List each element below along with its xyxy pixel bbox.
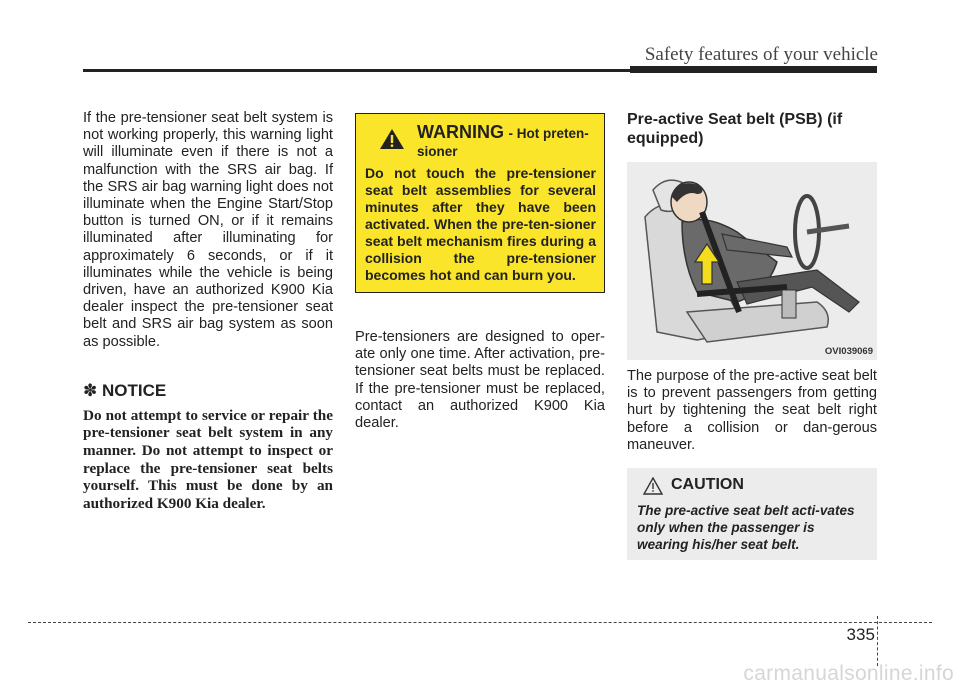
page-number: 35: [856, 625, 875, 644]
caution-body: The pre-active seat belt acti-vates only when the passenger is wearing his/her seat belt.: [637, 503, 855, 553]
column-middle: [355, 110, 605, 432]
pretensioner-warning-paragraph: If the pre-tensioner seat belt system is not working properly, this warning light will illuminate even if there is not a malfunction with the SRS air bag. If the SRS air bag warning light does not illuminate when the Engine Start/Stop button is turned ON, or if it remains illuminated after illuminating for approximately 6 seconds, or if it illuminates while the vehicle is being driven, have an authorized K900 Kia dealer inspect the pre-tensioner seat belt and SRS air bag system as soon as possible.: [83, 110, 333, 350]
pretensioner-usage-paragraph: Pre-tensioners are designed to oper-ate only one time. After activation, pre-tensioner seat belts must be replaced. If the pre-tensioner must be replaced, contact an authorized K900 Kia dealer.: [355, 329, 605, 432]
page-number-divider: [877, 616, 878, 666]
warning-subtitle: - Hot preten-sioner: [417, 126, 589, 159]
pre-active-seatbelt-paragraph: The purpose of the pre-active seat belt is to prevent passengers from getting hurt by tightening the seat belt right before a collision or dan-gerous maneuver.: [627, 368, 877, 453]
caution-header: [637, 476, 867, 498]
caution-box: [627, 468, 877, 560]
driver-seatbelt-drawing: [627, 162, 877, 360]
caution-label: CAUTION: [671, 476, 744, 494]
warning-label: WARNING: [417, 122, 504, 142]
warning-box: [355, 113, 605, 293]
warning-header: [365, 122, 596, 161]
warning-triangle-icon: [379, 128, 405, 150]
notice-title: ✽ NOTICE: [83, 380, 167, 400]
watermark: carmanualsonline.info: [743, 662, 954, 685]
header-rule-thick: [630, 66, 877, 73]
column-right: [627, 110, 877, 560]
header-title: Safety features of your vehicle: [644, 44, 878, 65]
image-caption: OVI039069: [824, 346, 873, 357]
section-title: Pre-active Seat belt (PSB) (if equipped): [627, 111, 843, 147]
warning-body: Do not touch the pre-tensioner seat belt assemblies for several minutes after they have been activated. When the pre-ten-sioner seat belt mechanism fires during a collision the pre-tensioner becomes hot and can burn you.: [365, 165, 596, 283]
seatbelt-illustration: [627, 162, 877, 360]
footer-rule: [28, 622, 932, 623]
caution-triangle-icon: [643, 477, 663, 495]
notice-body: Do not attempt to service or repair the pre-tensioner seat belt system in any manner. Do not attempt to inspect or replace the pre-tensioner seat belts yourself. This must be done by an authorized K900 Kia dealer.: [83, 406, 333, 512]
column-left: [83, 110, 333, 512]
chapter-number: 3: [846, 625, 856, 644]
